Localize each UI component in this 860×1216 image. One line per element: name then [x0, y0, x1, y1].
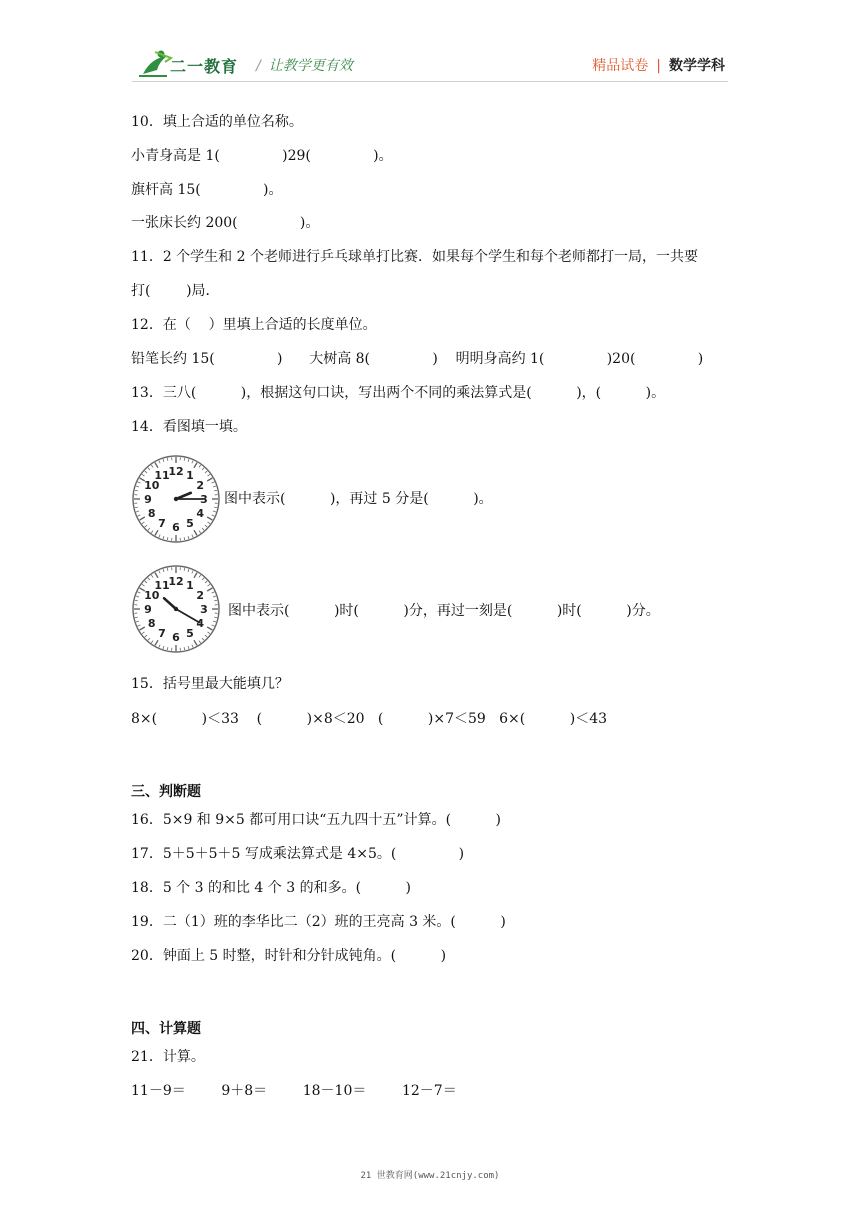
page-header: [0, 0, 860, 90]
q21-title: 21．计算。: [131, 1049, 205, 1065]
clock-number: 6: [172, 521, 180, 534]
clock-number: 9: [144, 603, 152, 616]
clock-number: 6: [172, 631, 180, 644]
clock-number: 3: [200, 493, 208, 506]
clock-face-1: [131, 454, 221, 544]
clock-number: 3: [200, 603, 208, 616]
clock-number: 10: [144, 479, 160, 492]
q15-title: 15．括号里最大能填几？: [131, 676, 289, 692]
section-judgement-title: 三、判断题: [131, 784, 201, 800]
q17: 17．5＋5＋5＋5 写成乘法算式是 4×5。( ): [131, 846, 465, 862]
clock-number: 12: [168, 575, 184, 588]
clock-number: 11: [154, 578, 170, 592]
slogan: / 让教学更有效: [256, 58, 353, 74]
q11-line2: 打( )局．: [131, 283, 220, 299]
clock-number: 1: [186, 468, 194, 482]
header-right: [592, 55, 725, 75]
header-quality-label: 精品试卷: [592, 58, 649, 74]
clock-number: 8: [147, 617, 156, 630]
clock-number: 4: [196, 507, 205, 520]
clock-number: 7: [158, 517, 166, 531]
clock-number: 8: [147, 507, 156, 520]
q12-title: 12．在（ ）里填上合适的长度单位。: [131, 317, 377, 333]
q10-line2: 旗杆高 15( )。: [131, 182, 283, 198]
page-footer: 21 世教育网(www.21cnjy.com): [360, 1171, 500, 1181]
clock-number: 4: [196, 617, 205, 630]
clock-center: [174, 497, 178, 501]
q16: 16．5×9 和 9×5 都可用口诀“五九四十五”计算。( ): [131, 812, 501, 828]
header-separator: |: [656, 58, 661, 74]
clock-face-2: [131, 564, 221, 654]
clock-number: 7: [158, 627, 166, 641]
header-divider: [132, 81, 728, 82]
q15-line1: 8×( )＜33 ( )×8＜20 ( )×7＜59 6×( )＜43: [131, 711, 608, 727]
clock-number: 2: [196, 479, 205, 492]
q10-line3: 一张床长约 200( )。: [131, 215, 320, 231]
q18: 18．5 个 3 的和比 4 个 3 的和多。( ): [131, 880, 412, 896]
slogan-text: 让教学更有效: [268, 58, 353, 74]
q21-line1: 11－9＝ 9＋8＝ 18－10＝ 12－7＝: [131, 1083, 457, 1099]
clock-center: [174, 607, 178, 611]
q19: 19．二（1）班的李华比二（2）班的王亮高 3 米。( ): [131, 914, 506, 930]
clock-number: 9: [144, 493, 152, 506]
q10-title: 10．填上合适的单位名称。: [131, 114, 303, 130]
q14-clock1-text: 图中表示( )，再过 5 分是( )。: [224, 491, 493, 507]
q14-clock2-text: 图中表示( )时( )分，再过一刻是( )时( )分。: [228, 603, 660, 619]
clock-number: 2: [196, 589, 205, 602]
q13: 13．三八( )，根据这句口诀，写出两个不同的乘法算式是( )，( )。: [131, 385, 666, 401]
section-calculation-title: 四、计算题: [131, 1021, 201, 1037]
clock-number: 12: [168, 465, 184, 478]
q20: 20．钟面上 5 时整，时针和分针成钝角。( ): [131, 948, 447, 964]
clock-number: 5: [186, 517, 194, 531]
logo-text: 二一教育: [170, 57, 239, 76]
q14-title: 14．看图填一填。: [131, 419, 247, 435]
clock-number: 5: [186, 627, 194, 641]
q10-line1: 小青身高是 1( )29( )。: [131, 148, 393, 164]
clock-number: 11: [154, 468, 170, 482]
q12-line1: 铅笔长约 15( ) 大树高 8( ) 明明身高约 1( )20( ): [131, 351, 704, 367]
clock-number: 1: [186, 578, 194, 592]
q11-line1: 11．2 个学生和 2 个老师进行乒乓球单打比赛．如果每个学生和每个老师都打一局，一共要: [131, 249, 698, 265]
header-subject-label: 数学学科: [669, 58, 725, 74]
clock-number: 10: [144, 589, 160, 602]
